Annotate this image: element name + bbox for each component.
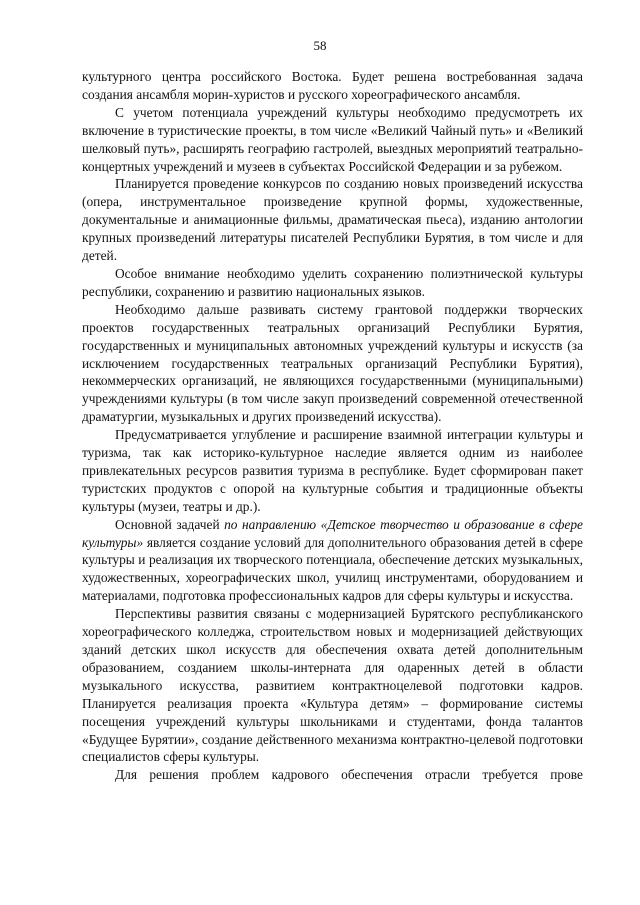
paragraph-staffing-problems: Для решения проблем кадрового обеспечения отрасли требуется прове [115, 767, 583, 783]
direction-title-italic: по направлению «Детское творчество и образование в сфере культуры» [82, 516, 583, 550]
paragraph-tourism-projects: С учетом потенциала учреждений культуры необходимо предусмотреть их включение в туристические проекты, в том числе «Великий Чайный путь» и «Великий шелковый путь», расширять географию гастролей, выездных мероприятий театрально-концертных учреждений и музеев в субъектах Российской Федерации и за рубежом. [82, 104, 583, 174]
body-text [82, 68, 583, 784]
paragraph-art-competitions: Планируется проведение конкурсов по созданию новых произведений искусства (опера, инструментальное произведение крупной формы, художественные, документальные и анимационные фильмы, драматическая пьеса), изданию антологии крупных произведений литературы писателей Республики Бурятия, в том числе и для детей. [82, 176, 583, 264]
page-number: 58 [313, 38, 327, 53]
paragraph-culture-tourism-integration: Предусматривается углубление и расширение взаимной интеграции культуры и туризма, так как историко-культурное наследие является одним из наиболее привлекательных ресурсов развития туризма в республике. Будет сформирован пакет туристских продуктов с опорой на культурные события и традиционные объекты культуры (музеи, театры и др.). [82, 427, 583, 514]
paragraph-grant-support: Необходимо дальше развивать систему грантовой поддержки творческих проектов государственных театральных организаций Республики Бурятия, государственных и муниципальных автономных учреждений культуры и искусств (за исключением государственных театральных организаций Республики Бурятия), некоммерческих организаций, не являющихся государственными (муниципальными) учреждениями культуры (в том числе закуп произведений современной отечественной драматургии, музыкальных и других произведений искусства). [82, 301, 583, 425]
paragraph-polyethnic-culture: Особое внимание необходимо уделить сохранению полиэтнической культуры республики, сохранению и развитию национальных языков. [82, 265, 583, 299]
paragraph-lead-text: Основной задачей [115, 516, 225, 532]
paragraph-development-prospects: Перспективы развития связаны с модернизацией Бурятского республиканского хореографического колледжа, строительством новых и модернизацией действующих зданий детских школ искусств для обеспечения охвата детей дополнительным образованием, созданием школы-интерната для одаренных детей в области музыкального искусства, развитием контрактноцелевой подготовки кадров. Планируется реализация проекта «Культура детям» – формирование системы посещения учреждений культуры школьниками и студентами, фонда талантов «Будущее Бурятии», создание действенного механизма контрактно-целевой подготовки специалистов сферы культуры. [82, 606, 583, 765]
paragraph-rest-text: является создание условий для дополнительного образования детей в сфере культуры и реализация их творческого потенциала, обеспечение детских музыкальных, художественных, хореографических школ, училищ инструментами, оборудованием и материалами, подготовка профессиональных кадров для сферы культуры и искусства. [82, 534, 583, 604]
paragraph-ensemble-task: культурного центра российского Востока. Будет решена востребованная задача создания ансамбля морин-хуристов и русского хореографического ансамбля. [82, 69, 583, 102]
paragraph-children-creativity [82, 516, 583, 606]
